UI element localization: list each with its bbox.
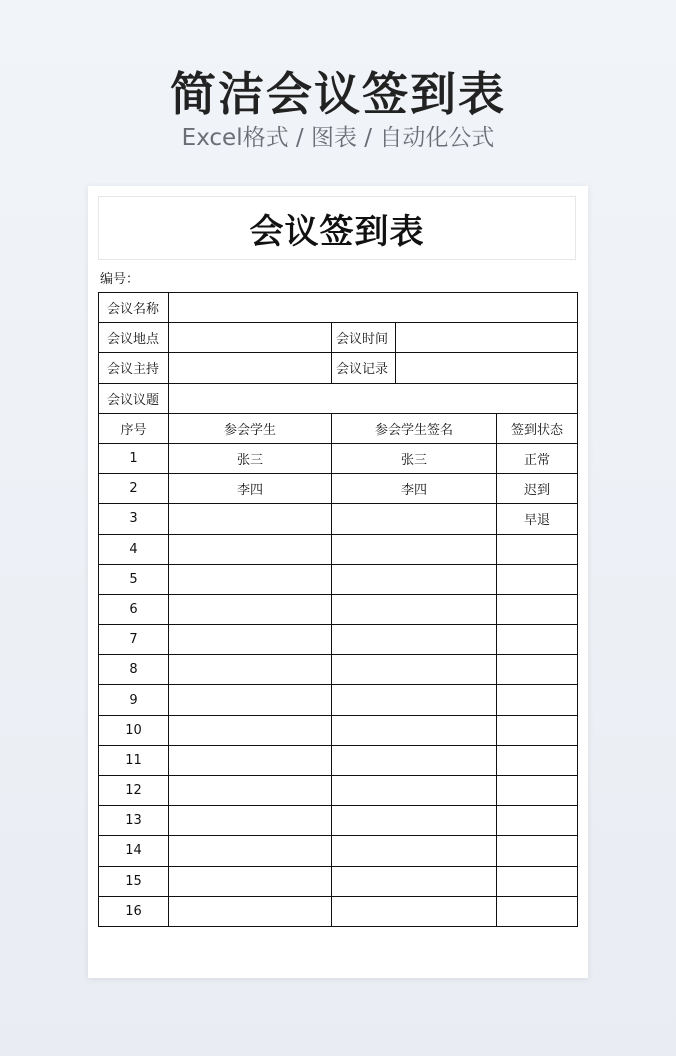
meeting-topic-cell[interactable]	[169, 383, 578, 413]
table-row	[99, 443, 578, 473]
status-cell[interactable]	[497, 896, 578, 926]
row-number: 11	[99, 745, 169, 775]
table-row	[99, 594, 578, 624]
banner-subtitle: Excel格式 / 图表 / 自动化公式	[181, 125, 495, 151]
signature-cell[interactable]	[332, 806, 497, 836]
student-name-cell[interactable]	[169, 534, 332, 564]
column-header-status: 签到状态	[497, 413, 578, 443]
row-number: 12	[99, 776, 169, 806]
status-cell[interactable]	[497, 866, 578, 896]
table-row	[99, 685, 578, 715]
table-header-row	[99, 413, 578, 443]
status-cell[interactable]	[497, 806, 578, 836]
signin-table	[98, 292, 578, 927]
signature-cell[interactable]	[332, 745, 497, 775]
status-cell[interactable]	[497, 655, 578, 685]
signature-cell[interactable]: 张三	[332, 443, 497, 473]
signature-cell[interactable]	[332, 776, 497, 806]
student-name-cell[interactable]	[169, 655, 332, 685]
meeting-host-row	[99, 353, 578, 383]
student-name-cell[interactable]	[169, 866, 332, 896]
row-number: 4	[99, 534, 169, 564]
status-cell[interactable]	[497, 836, 578, 866]
status-cell[interactable]: 正常	[497, 443, 578, 473]
meeting-location-label: 会议地点	[99, 323, 169, 353]
serial-label: 编号：	[100, 272, 140, 287]
row-number: 2	[99, 474, 169, 504]
table-row	[99, 564, 578, 594]
meeting-host-label: 会议主持	[99, 353, 169, 383]
meeting-record-cell[interactable]	[396, 353, 578, 383]
row-number: 3	[99, 504, 169, 534]
column-header-no: 序号	[99, 413, 169, 443]
status-cell[interactable]: 迟到	[497, 474, 578, 504]
student-name-cell[interactable]	[169, 745, 332, 775]
row-number: 10	[99, 715, 169, 745]
student-name-cell[interactable]	[169, 836, 332, 866]
signature-cell[interactable]	[332, 534, 497, 564]
table-row	[99, 836, 578, 866]
row-number: 1	[99, 443, 169, 473]
status-cell[interactable]	[497, 564, 578, 594]
row-number: 15	[99, 866, 169, 896]
row-number: 13	[99, 806, 169, 836]
status-cell[interactable]	[497, 625, 578, 655]
row-number: 6	[99, 594, 169, 624]
status-cell[interactable]	[497, 534, 578, 564]
table-row	[99, 896, 578, 926]
meeting-topic-label: 会议议题	[99, 383, 169, 413]
row-number: 8	[99, 655, 169, 685]
signature-cell[interactable]	[332, 625, 497, 655]
student-name-cell[interactable]	[169, 896, 332, 926]
student-name-cell[interactable]	[169, 715, 332, 745]
table-row	[99, 504, 578, 534]
table-row	[99, 655, 578, 685]
signature-cell[interactable]	[332, 655, 497, 685]
meeting-name-label: 会议名称	[99, 293, 169, 323]
table-row	[99, 625, 578, 655]
meeting-name-row	[99, 293, 578, 323]
sheet-paper	[88, 186, 588, 978]
signature-cell[interactable]	[332, 564, 497, 594]
meeting-topic-row	[99, 383, 578, 413]
meeting-location-cell[interactable]	[169, 323, 332, 353]
student-name-cell[interactable]	[169, 685, 332, 715]
meeting-record-label: 会议记录	[332, 353, 396, 383]
table-row	[99, 866, 578, 896]
table-row	[99, 715, 578, 745]
banner-title: 简洁会议签到表	[170, 67, 506, 121]
status-cell[interactable]	[497, 685, 578, 715]
signature-cell[interactable]	[332, 866, 497, 896]
signature-cell[interactable]	[332, 836, 497, 866]
status-cell[interactable]	[497, 715, 578, 745]
table-row	[99, 745, 578, 775]
status-cell[interactable]	[497, 745, 578, 775]
signature-cell[interactable]: 李四	[332, 474, 497, 504]
signature-cell[interactable]	[332, 685, 497, 715]
table-row	[99, 474, 578, 504]
table-row	[99, 534, 578, 564]
student-name-cell[interactable]	[169, 594, 332, 624]
sheet-title: 会议签到表	[98, 196, 576, 260]
column-header-student: 参会学生	[169, 413, 332, 443]
row-number: 14	[99, 836, 169, 866]
status-cell[interactable]: 早退	[497, 504, 578, 534]
column-header-signature: 参会学生签名	[332, 413, 497, 443]
student-name-cell[interactable]: 李四	[169, 474, 332, 504]
row-number: 7	[99, 625, 169, 655]
row-number: 9	[99, 685, 169, 715]
student-name-cell[interactable]	[169, 564, 332, 594]
table-row	[99, 806, 578, 836]
meeting-host-cell[interactable]	[169, 353, 332, 383]
meeting-time-cell[interactable]	[396, 323, 578, 353]
row-number: 16	[99, 896, 169, 926]
table-row	[99, 776, 578, 806]
row-number: 5	[99, 564, 169, 594]
signature-cell[interactable]	[332, 715, 497, 745]
student-name-cell[interactable]	[169, 625, 332, 655]
meeting-location-row	[99, 323, 578, 353]
meeting-name-cell[interactable]	[169, 293, 578, 323]
student-name-cell[interactable]	[169, 776, 332, 806]
signature-cell[interactable]	[332, 896, 497, 926]
status-cell[interactable]	[497, 594, 578, 624]
student-name-cell[interactable]	[169, 504, 332, 534]
status-cell[interactable]	[497, 776, 578, 806]
student-name-cell[interactable]: 张三	[169, 443, 332, 473]
signature-cell[interactable]	[332, 504, 497, 534]
student-name-cell[interactable]	[169, 806, 332, 836]
signature-cell[interactable]	[332, 594, 497, 624]
meeting-time-label: 会议时间	[332, 323, 396, 353]
